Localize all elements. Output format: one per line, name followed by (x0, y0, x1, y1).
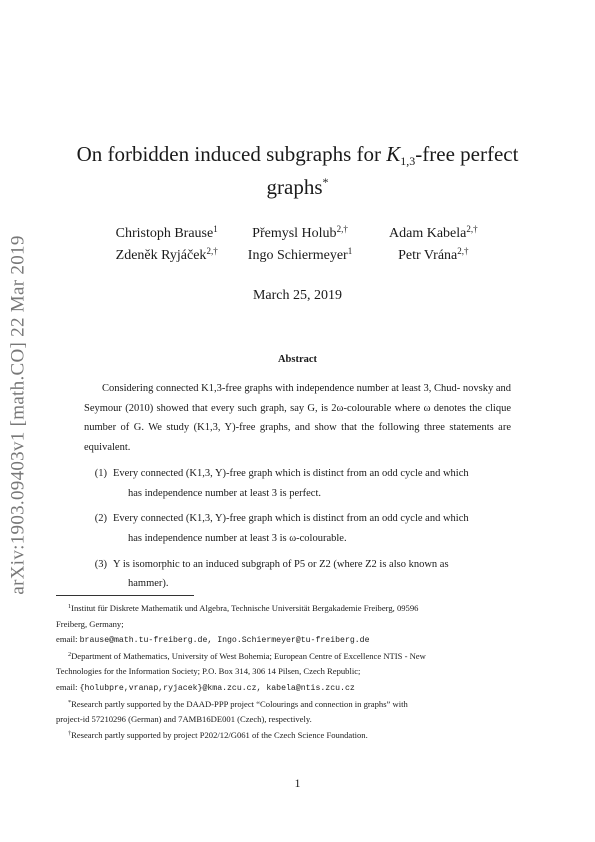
arxiv-identifier (6, 225, 32, 605)
footnote-mark: † (68, 729, 72, 737)
abstract-line: Considering connected K1,3-free graphs with independence number at least 3, Chud- (102, 383, 461, 394)
author (367, 248, 500, 264)
author-name: Adam Kabela (389, 226, 467, 241)
title-symbol-k-subscript: 1,3 (400, 154, 416, 168)
abstract-intro (84, 379, 511, 458)
footnote-text: Department of Mathematics, University of West Bohemia; European Centre of Excellence NTIS - New (71, 650, 426, 661)
author (233, 226, 366, 242)
author (100, 226, 233, 242)
page-number: 1 (294, 776, 301, 790)
statement-line: Every connected (K1,3, Y)-free graph which is distinct from an odd cycle and which (113, 513, 469, 525)
footnote-funding-gacr (56, 728, 539, 744)
abstract-line: ω denotes the clique number of G. We study (K1,3, Y)-free graphs, and show that the (84, 402, 512, 434)
author (100, 248, 233, 264)
statement-item (84, 509, 511, 548)
statement-text (113, 464, 511, 503)
footnote-mark: * (68, 698, 72, 706)
author-affiliation-mark: 2,† (466, 224, 478, 234)
author-list (100, 226, 500, 264)
footnote-text: project-id 57210296 (German) and 7AMB16DE001 (Czech), respectively. (56, 714, 312, 725)
footnote-mark: 2 (68, 650, 72, 658)
statement-line: has independence number at least 3 is ω-colourable. (128, 532, 347, 544)
footnote-text: Research partly supported by project P202/12/G061 of the Czech Science Foundation. (71, 729, 368, 740)
author (367, 226, 500, 242)
email-address[interactable]: {holubpre,vranap,ryjacek}@kma.zcu.cz, kabela@ntis.zcu.cz (79, 683, 355, 693)
email-address[interactable]: brause@math.tu-freiberg.de, Ingo.Schiermeyer@tu-freiberg.de (79, 636, 370, 646)
statement-number: (2) (94, 513, 107, 525)
title-symbol-k: K (386, 142, 401, 166)
abstract-heading: Abstract (277, 354, 318, 365)
author-name: Zdeněk Ryjáček (115, 248, 207, 263)
footnote-text: Institut für Diskrete Mathematik und Algebra, Technische Universität Bergakademie Freiberg, 09596 (71, 603, 419, 613)
email-label: email: (56, 681, 80, 692)
statement-number: (1) (94, 467, 107, 479)
abstract-line: novsky and Seymour (2010) showed that every such graph, say G, is 2ω-colourable where (84, 383, 511, 414)
email-label: email: (56, 634, 80, 645)
statement-line: has independence number at least 3 is perfect. (128, 487, 322, 499)
author-affiliation-mark: 1 (347, 246, 353, 256)
title-footnote-mark: * (322, 175, 329, 189)
statement-item (84, 464, 511, 503)
footnote-divider (56, 595, 194, 596)
statement-line: hammer). (128, 578, 169, 590)
title-part-before: On forbidden induced subgraphs for (76, 142, 387, 166)
footnotes (56, 601, 539, 743)
author-name: Ingo Schiermeyer (247, 248, 348, 263)
title-part-after: -free perfect (415, 142, 519, 166)
statement-line: Every connected (K1,3, Y)-free graph which is distinct from an odd cycle and which (113, 467, 469, 479)
footnote-funding-daad (56, 697, 539, 728)
publication-date: March 25, 2019 (252, 288, 343, 303)
abstract-body (84, 379, 511, 594)
footnote-mark: 1 (68, 603, 72, 610)
author-affiliation-mark: 2,† (457, 246, 469, 256)
footnote-text: Technologies for the Information Society; P.O. Box 314, 306 14 Pilsen, Czech Republic; (56, 666, 361, 677)
author-affiliation-mark: 2,† (206, 246, 218, 256)
author (233, 248, 366, 264)
statement-number: (3) (94, 558, 107, 570)
abstract-line: following three statements are equivalent. (84, 422, 511, 454)
statement-line: Y is isomorphic to an induced subgraph of P5 or Z2 (where Z2 is also known as (113, 558, 449, 570)
statement-text (113, 555, 511, 594)
footnote-affiliation-2 (56, 649, 539, 697)
statement-text (113, 509, 511, 548)
author-name: Přemysl Holub (252, 226, 337, 241)
title-line-2: graphs (266, 175, 323, 199)
author-affiliation-mark: 1 (213, 224, 218, 234)
footnote-text: Freiberg, Germany; (56, 618, 124, 629)
paper-title (60, 138, 535, 204)
footnote-affiliation-1 (56, 601, 539, 649)
statement-item (84, 555, 511, 594)
footnote-text: Research partly supported by the DAAD-PPP project “Colourings and connection in graphs” with (71, 698, 408, 709)
arxiv-identifier-text: arXiv:1903.09403v1 [math.CO] 22 Mar 2019 (8, 235, 30, 595)
author-affiliation-mark: 2,† (336, 224, 348, 234)
author-name: Christoph Brause (115, 226, 214, 241)
author-name: Petr Vrána (398, 248, 458, 263)
